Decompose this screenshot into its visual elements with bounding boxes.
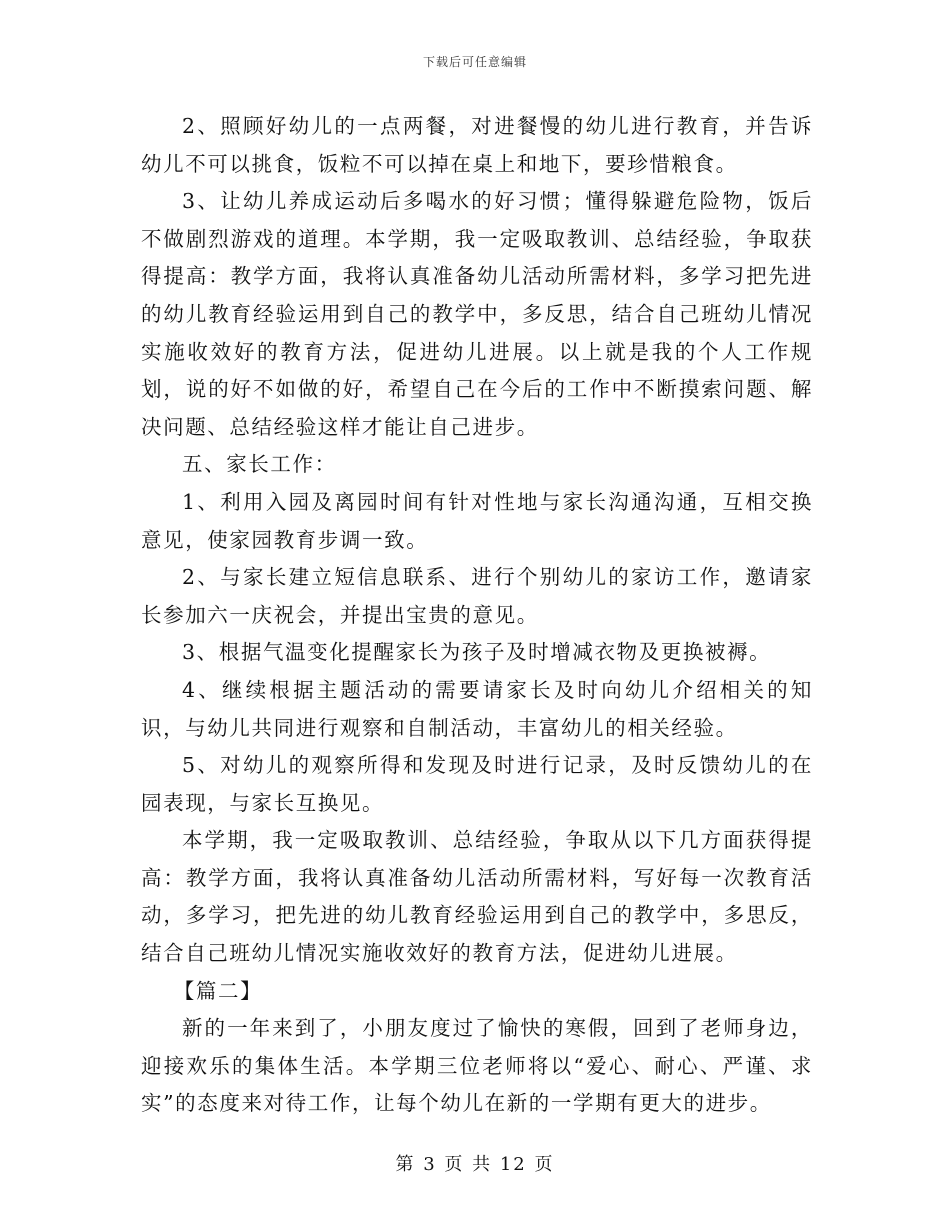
- document-body: [141, 108, 813, 1123]
- paragraph: 5、对幼儿的观察所得和发现及时进行记录，及时反馈幼儿的在园表现，与家长互换见。: [141, 753, 813, 815]
- paragraph: 4、继续根据主题活动的需要请家长及时向幼儿介绍相关的知识，与幼儿共同进行观察和自制活动，丰富幼儿的相关经验。: [141, 677, 813, 740]
- page-header: 下载后可任意编辑: [422, 55, 527, 69]
- paragraph: 2、照顾好幼儿的一点两餐，对进餐慢的幼儿进行教育，并告诉幼儿不可以挑食，饭粒不可以掉在桌上和地下，要珍惜粮食。: [141, 114, 813, 176]
- paragraph: 本学期，我一定吸取教训、总结经验，争取从以下几方面获得提高：教学方面，我将认真准备幼儿活动所需材料，写好每一次教育活动，多学习，把先进的幼儿教育经验运用到自己的教学中，多思反，结合自己班幼儿情况实施收效好的教育方法，促进幼儿进展。: [141, 828, 813, 966]
- section-heading: 【篇二】: [173, 978, 263, 1003]
- section-heading: 五、家长工作：: [182, 452, 337, 477]
- paragraph: 新的一年来到了，小朋友度过了愉快的寒假，回到了老师身边，迎接欢乐的集体生活。本学期三位老师将以“爱心、耐心、严谨、求实”的态度来对待工作，让每个幼儿在新的一学期有更大的进步。: [141, 1016, 813, 1116]
- page-footer: 第 3 页 共 12 页: [395, 1154, 555, 1175]
- paragraph: 3、让幼儿养成运动后多喝水的好习惯；懂得躲避危险物，饭后不做剧烈游戏的道理。本学期，我一定吸取教训、总结经验，争取获得提高：教学方面，我将认真准备幼儿活动所需材料，多学习把先进的幼儿教育经验运用到自己的教学中，多反思，结合自己班幼儿情况实施收效好的教育方法，促进幼儿进展。以上就是我的个人工作规划，说的好不如做的好，希望自己在今后的工作中不断摸索问题、解决问题、总结经验这样才能让自己进步。: [141, 189, 813, 439]
- paragraph: 1、利用入园及离园时间有针对性地与家长沟通沟通，互相交换意见，使家园教育步调一致。: [141, 489, 813, 552]
- paragraph: 3、根据气温变化提醒家长为孩子及时增减衣物及更换被褥。: [182, 640, 772, 665]
- paragraph: 2、与家长建立短信息联系、进行个别幼儿的家访工作，邀请家长参加六一庆祝会，并提出宝贵的意见。: [141, 565, 813, 627]
